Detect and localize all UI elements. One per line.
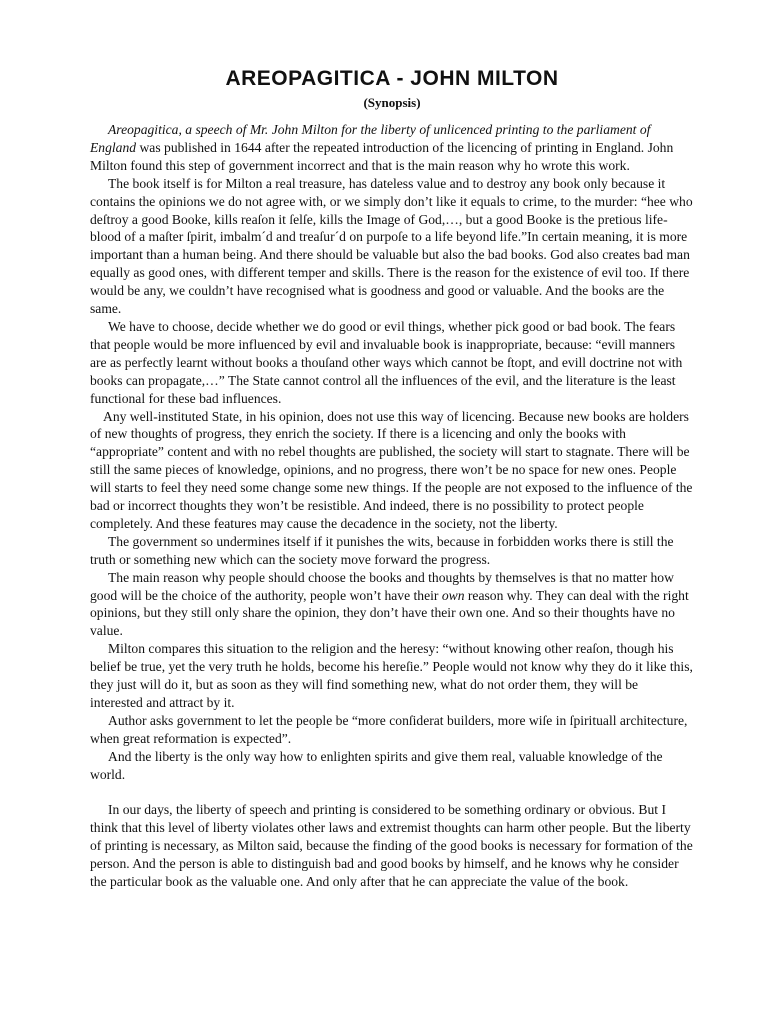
paragraph-italic: own: [441, 587, 465, 603]
paragraph-intro: [90, 121, 694, 175]
paragraph: The government so undermines itself if it punishes the wits, because in forbidden works there is still the truth or something new which can the society move forward the progress.: [90, 533, 674, 567]
paragraph-intro-italic: Areopagitica, a speech of Mr. John Milton for the liberty of unlicenced printing to the parliament of England: [90, 122, 651, 155]
paragraph: The book itself is for Milton a real treasure, has dateless value and to destroy any book only because it contains the opinions we do not agree with, or we simply don’t like it equals to crime, to the murder: “hee who deſtroy a good Booke, kills reaſon it ſelſe, kills the Image of God,…, but a good Booke is the pretious life-blood of a maſter ſpirit, imbalm´d and treaſur´d on purpoſe to a life beyond life.”In certain meaning, it is more important than a human being. And there should be valuable but also the bad books. God also creates bad man equally as good ones, with different temper and skills. There is the reason for the existence of evil too. If there would be any, we couldn’t have recognised what is goodness and good or valuable. And the books are the same.: [90, 175, 693, 317]
paragraph: [90, 569, 694, 641]
paragraph: And the liberty is the only way how to enlighten spirits and give them real, valuable knowledge of the world.: [90, 748, 663, 782]
document-title: AREOPAGITICA - JOHN MILTON: [225, 67, 559, 90]
paragraph: Author asks government to let the people be “more conſiderat builders, more wiſe in ſpirituall architecture, when great reformation is expected”.: [90, 712, 688, 746]
paragraph-conclusion: In our days, the liberty of speech and printing is considered to be something ordinary or obvious. But I think that this level of liberty violates other laws and extremist thoughts can harm other people. But the liberty of printing is necessary, as Milton said, because the finding of the good books is necessary for formation of the person. And the person is able to distinguish bad and good books by himself, and he knows why he consider the particular book as the valuable one. And only after that he can appreciate the value of the book.: [90, 802, 693, 890]
paragraph-intro-text: was published in 1644 after the repeated introduction of the licencing of printing in England. John Milton found this step of government incorrect and that is the main reason why ho wrote this work.: [90, 139, 674, 173]
paragraph: Any well-instituted State, in his opinion, does not use this way of licencing. Because new books are holders of new thoughts of progress, they enrich the society. If there is a licencing and only the books with “appropriate” content and with no rebel thoughts are published, the society will start to stagnate. There will be still the same pieces of knowledge, opinions, and no progress, there won’t be no space for new ones. People will starts to feel they need some change some new things. If the people are not exposed to the influence of the bad or incorrect thoughts they won’t be resistible. And indeed, there is no possibility to protect people completely. And these features may cause the decadence in the society, not the liberty.: [90, 408, 693, 531]
document-body: [90, 121, 694, 891]
paragraph: We have to choose, decide whether we do good or evil things, whether pick good or bad book. The fears that people would be more influenced by evil and invaluable book is inappropriate, because: “evill manners are as perfectly learnt without books a thouſand other ways which cannot be ſtopt, and evill doctrine not with books can propagate,…” The State cannot control all the influences of the evil, and the literature is the least functional for these bad influences.: [90, 318, 683, 406]
paragraph-text: reason why. They can deal with the right opinions, but they still only share the opinion, they don’t have their own one. And so their thoughts have no value.: [90, 587, 689, 639]
document-subtitle: (Synopsis): [363, 95, 421, 110]
paragraph-text: The main reason why people should choose the books and thoughts by themselves is that no matter how good will be the choice of the authority, people won’t have their: [90, 569, 674, 603]
paragraph: Milton compares this situation to the religion and the heresy: “without knowing other reaſon, though his belief be true, yet the very truth he holds, become his hereſie.” People would not know why they do it like this, they just will do it, but as soon as they will find something new, what do not order them, they will be interested and attract by it.: [90, 641, 693, 710]
